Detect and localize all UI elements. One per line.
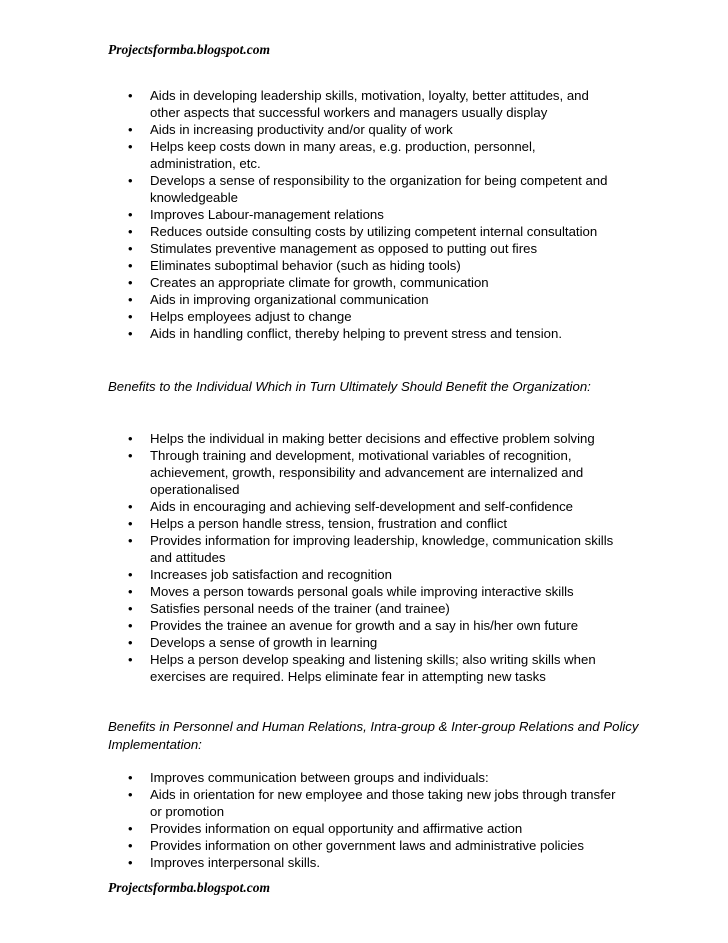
bullet-icon: • xyxy=(128,855,133,870)
list-item: • Helps employees adjust to change xyxy=(128,309,352,324)
organization-benefits-list xyxy=(0,87,622,342)
list-item: • Increases job satisfaction and recognition xyxy=(128,567,392,582)
list-item: • Reduces outside consulting costs by utilizing competent internal consultation xyxy=(128,224,598,239)
section-heading-individual: Benefits to the Individual Which in Turn Ultimately Should Benefit the Organization: xyxy=(108,379,591,394)
bullet-icon: • xyxy=(128,431,133,446)
list-item: • Aids in developing leadership skills, motivation, loyalty, better attitudes, and other aspects that successful workers and managers usually display xyxy=(128,88,589,120)
bullet-icon: • xyxy=(128,207,133,222)
list-item: • Satisfies personal needs of the trainer (and trainee) xyxy=(128,601,450,616)
list-item: • Provides the trainee an avenue for growth and a say in his/her own future xyxy=(128,618,579,633)
bullet-icon: • xyxy=(128,601,133,616)
personnel-benefits-list xyxy=(0,769,622,871)
list-item: • Moves a person towards personal goals while improving interactive skills xyxy=(128,584,574,599)
bullet-icon: • xyxy=(128,567,133,582)
list-item: • Eliminates suboptimal behavior (such as hiding tools) xyxy=(128,258,461,273)
page-header: Projectsformba.blogspot.com xyxy=(108,42,270,57)
bullet-icon: • xyxy=(128,139,133,154)
list-item: • Through training and development, motivational variables of recognition, achievement, growth, responsibility and advancement are internalized and operationalised xyxy=(128,448,584,497)
bullet-icon: • xyxy=(128,787,133,802)
list-item: • Aids in improving organizational communication xyxy=(128,292,429,307)
bullet-icon: • xyxy=(128,635,133,650)
list-item: • Aids in handling conflict, thereby helping to prevent stress and tension. xyxy=(128,326,562,341)
bullet-icon: • xyxy=(128,122,133,137)
bullet-icon: • xyxy=(128,448,133,463)
individual-benefits-list xyxy=(0,430,622,685)
list-item: • Helps the individual in making better decisions and effective problem solving xyxy=(128,431,595,446)
list-item: • Provides information for improving leadership, knowledge, communication skills and attitudes xyxy=(128,533,614,565)
bullet-icon: • xyxy=(128,618,133,633)
list-item: • Helps a person develop speaking and listening skills; also writing skills when exercises are required. Helps eliminate fear in attempting new tasks xyxy=(128,652,596,684)
bullet-icon: • xyxy=(128,533,133,548)
bullet-icon: • xyxy=(128,516,133,531)
bullet-icon: • xyxy=(128,292,133,307)
list-item: • Improves interpersonal skills. xyxy=(128,855,321,870)
section-heading-personnel: Benefits in Personnel and Human Relations, Intra-group & Inter-group Relations and Policy Implementation: xyxy=(108,719,639,752)
bullet-icon: • xyxy=(128,821,133,836)
list-item: • Provides information on other government laws and administrative policies xyxy=(128,838,584,853)
bullet-icon: • xyxy=(128,309,133,324)
list-item: • Improves Labour-management relations xyxy=(128,207,384,222)
list-item: • Aids in orientation for new employee and those taking new jobs through transfer or promotion xyxy=(128,787,616,819)
list-item: • Aids in increasing productivity and/or quality of work xyxy=(128,122,453,137)
list-item: • Improves communication between groups and individuals: xyxy=(128,770,489,785)
bullet-icon: • xyxy=(128,258,133,273)
bullet-icon: • xyxy=(128,88,133,103)
page-footer: Projectsformba.blogspot.com xyxy=(108,880,270,895)
bullet-icon: • xyxy=(128,652,133,667)
bullet-icon: • xyxy=(128,584,133,599)
list-item: • Helps keep costs down in many areas, e.g. production, personnel, administration, etc. xyxy=(128,139,536,171)
list-item: • Develops a sense of growth in learning xyxy=(128,635,378,650)
list-item: • Aids in encouraging and achieving self-development and self-confidence xyxy=(128,499,574,514)
bullet-icon: • xyxy=(128,275,133,290)
bullet-icon: • xyxy=(128,224,133,239)
list-item: • Stimulates preventive management as opposed to putting out fires xyxy=(128,241,538,256)
list-item: • Helps a person handle stress, tension, frustration and conflict xyxy=(128,516,507,531)
bullet-icon: • xyxy=(128,326,133,341)
list-item: • Creates an appropriate climate for growth, communication xyxy=(128,275,489,290)
list-item: • Provides information on equal opportunity and affirmative action xyxy=(128,821,523,836)
list-item: • Develops a sense of responsibility to the organization for being competent and knowledgeable xyxy=(128,173,608,205)
bullet-icon: • xyxy=(128,838,133,853)
bullet-icon: • xyxy=(128,241,133,256)
bullet-icon: • xyxy=(128,173,133,188)
bullet-icon: • xyxy=(128,499,133,514)
bullet-icon: • xyxy=(128,770,133,785)
